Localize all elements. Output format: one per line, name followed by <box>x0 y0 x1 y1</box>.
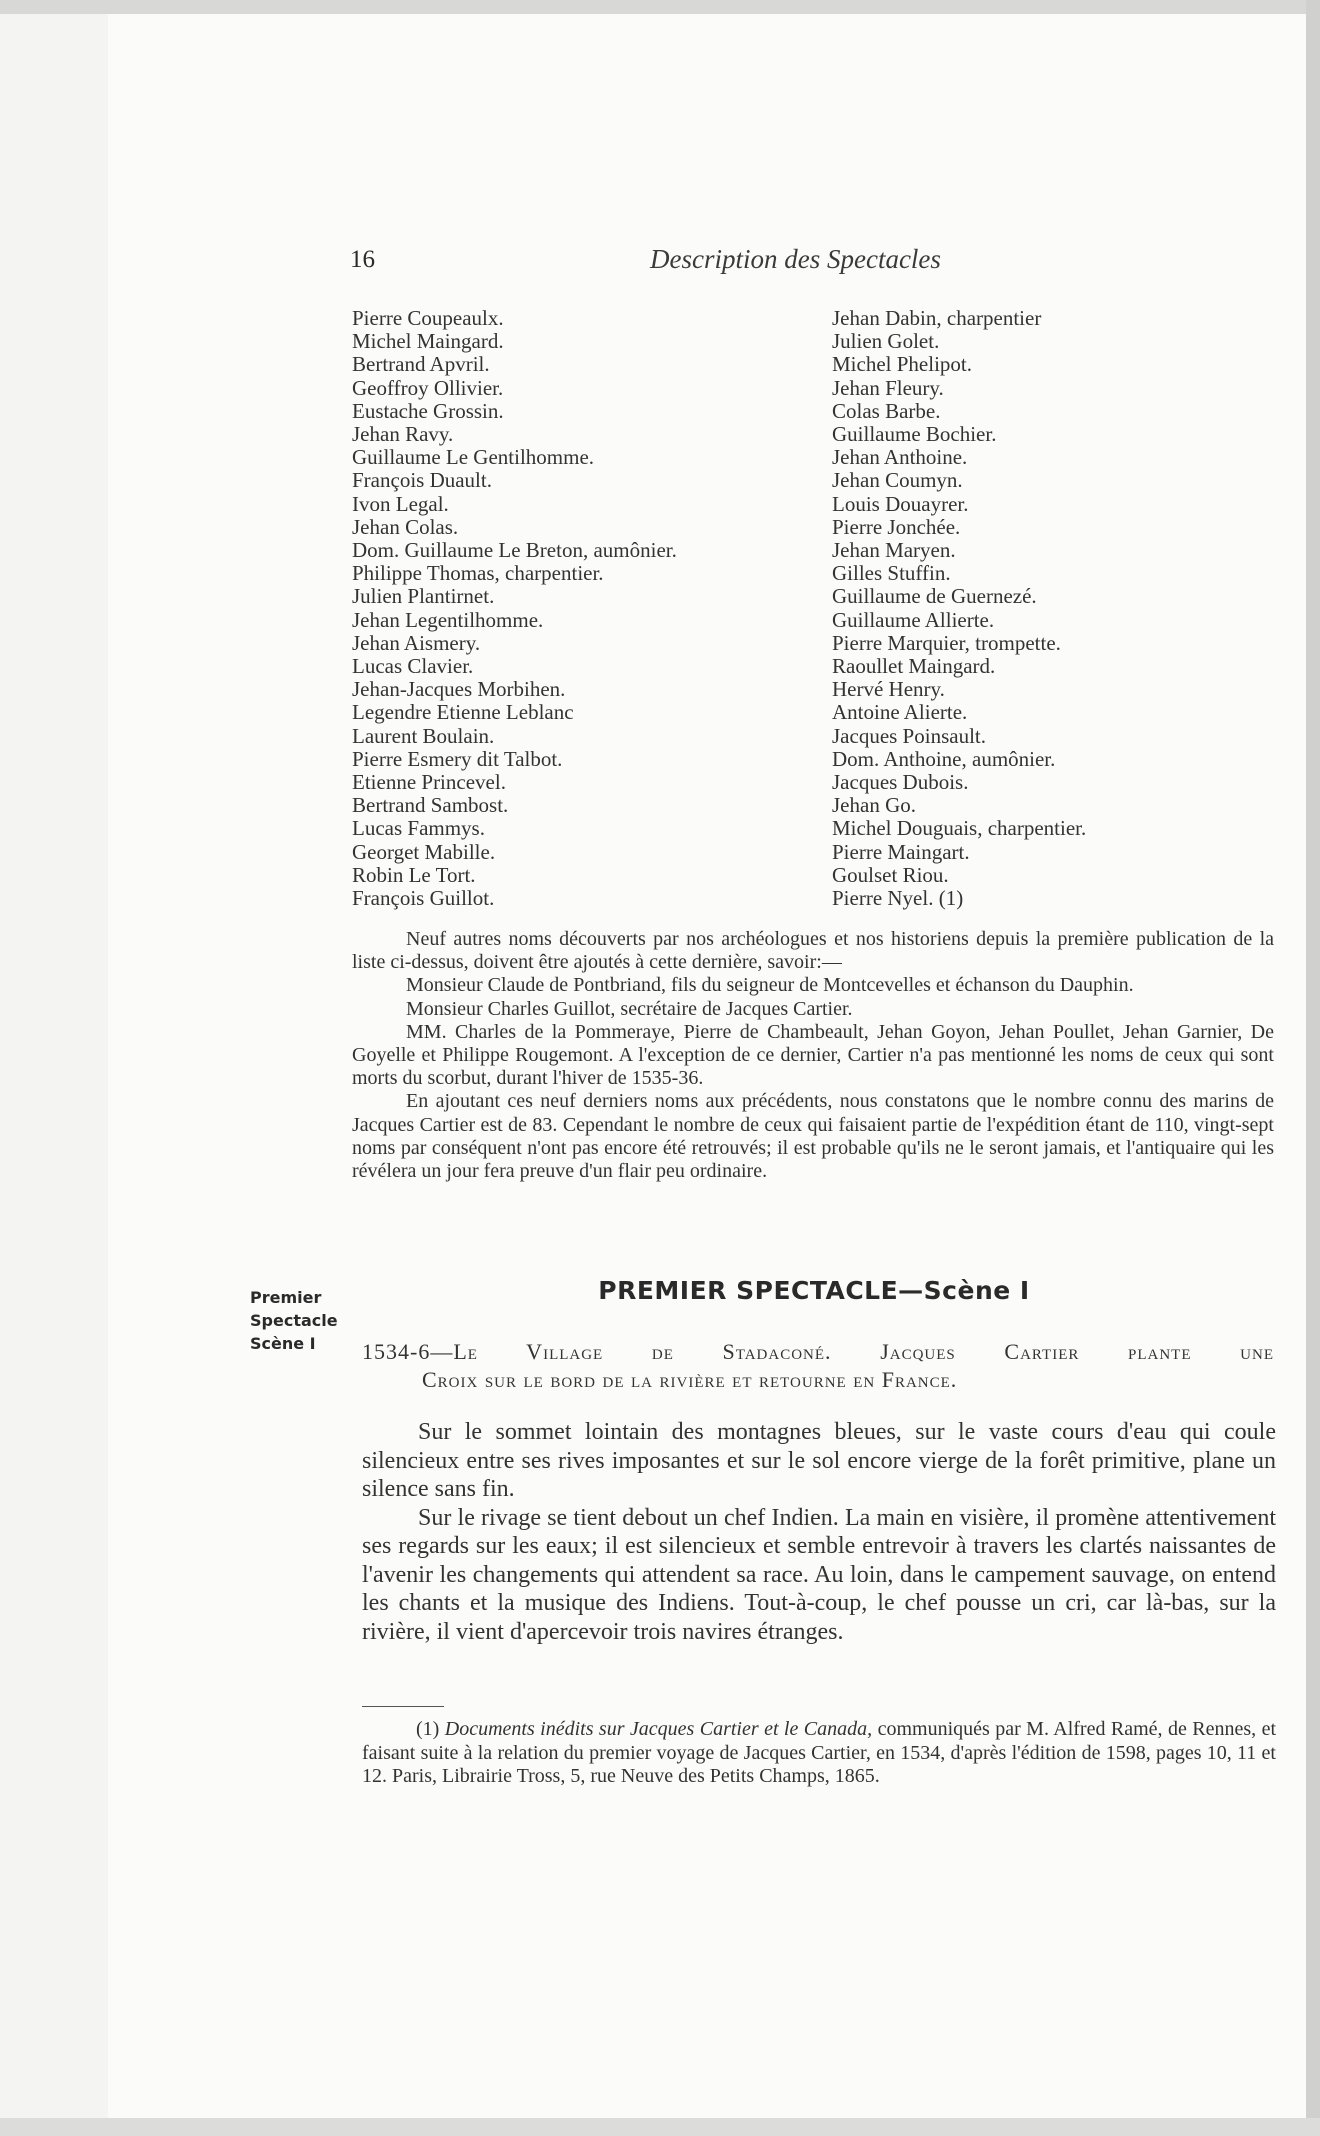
margin-note-line: Scène I <box>250 1334 316 1353</box>
list-item: Ivon Legal. <box>352 491 449 516</box>
list-item: Guillaume Bochier. <box>832 422 997 447</box>
list-item: Jacques Poinsault. <box>832 723 986 748</box>
running-head: Description des Spectacles <box>650 244 941 274</box>
footnote <box>362 1718 1276 1789</box>
list-item: Pierre Maingart. <box>832 839 970 864</box>
list-item: Geoffroy Ollivier. <box>352 375 504 400</box>
page-number: 16 <box>350 246 375 273</box>
list-item: Jehan Dabin, charpentier <box>832 306 1042 330</box>
list-item: Lucas Clavier. <box>352 654 474 679</box>
list-item: Philippe Thomas, charpentier. <box>352 561 604 586</box>
list-item: François Guillot. <box>352 886 495 911</box>
list-item: Hervé Henry. <box>832 677 945 702</box>
notes-paragraph: Neuf autres noms découverts par nos archéologues et nos historiens depuis la première publication de la liste ci-dessus, doivent être ajoutés à cette dernière, savoir:— <box>352 928 1274 974</box>
scene-subtitle-line: Croix sur le bord de la rivière et retourne en France. <box>422 1367 958 1392</box>
list-item: Pierre Esmery dit Talbot. <box>352 746 563 771</box>
list-item: Eustache Grossin. <box>352 398 504 423</box>
list-item: Jehan Go. <box>832 793 916 818</box>
list-item: Jacques Dubois. <box>832 770 969 795</box>
list-item: Jehan Anthoine. <box>832 445 968 470</box>
list-item: Pierre Coupeaulx. <box>352 306 504 330</box>
margin-note <box>250 1286 338 1355</box>
list-item: Georget Mabille. <box>352 839 496 864</box>
list-item: Jehan Legentilhomme. <box>352 607 544 632</box>
body-paragraph: Sur le rivage se tient debout un chef Indien. La main en visière, il promène attentivement ses regards sur les eaux; il est silencieux et semble entrevoir à travers les clartés naissantes de l'avenir les changements qui attendent sa race. Au loin, dans le campement sauvage, on entend les chants et la musique des Indiens. Tout-à-coup, le chef pousse un cri, car là-bas, sur la rivière, il vient d'apercevoir trois navires étranges. <box>362 1504 1276 1645</box>
margin-note-line: Spectacle <box>250 1311 338 1330</box>
notes-paragraph: MM. Charles de la Pommeraye, Pierre de Chambeault, Jehan Goyon, Jehan Poullet, Jehan Garnier, De Goyelle et Philippe Rougemont. A l'exception de ce dernier, Cartier n'a pas mentionné les noms de ceux qui sont morts du scorbut, durant l'hiver de 1535-36. <box>352 1020 1274 1090</box>
footnote-rule <box>362 1706 444 1707</box>
list-item: Raoullet Maingard. <box>832 654 996 679</box>
footnote-text: communiqués par M. Alfred Ramé, de Rennes, et faisant suite à la relation du premier voyage de Jacques Cartier, en 1534, d'après l'édition de 1598, pages 10, 11 et 12. Paris, Librairie Tross, 5, rue Neuve des Petits Champs, 1865. <box>362 1718 1277 1787</box>
scan-edge-bottom <box>0 2118 1320 2136</box>
names-list-left <box>352 307 677 910</box>
list-item: Pierre Marquier, trompette. <box>832 630 1061 655</box>
footnote-mark: (1) <box>416 1718 440 1740</box>
scene-body <box>362 1418 1276 1646</box>
list-item: Colas Barbe. <box>832 398 941 423</box>
list-item: Goulset Riou. <box>832 862 949 887</box>
list-item: Jehan Coumyn. <box>832 468 963 493</box>
scan-edge-top <box>0 0 1320 14</box>
list-item: Antoine Alierte. <box>832 700 968 725</box>
list-item: Michel Douguais, charpentier. <box>832 816 1087 841</box>
list-item: Dom. Guillaume Le Breton, aumônier. <box>352 538 677 563</box>
list-item: Guillaume de Guernezé. <box>832 584 1037 609</box>
list-item: Guillaume Le Gentilhomme. <box>352 445 595 470</box>
notes-paragraph: Monsieur Claude de Pontbriand, fils du seigneur de Montcevelles et échanson du Dauphin. <box>406 974 1134 997</box>
list-item: Guillaume Allierte. <box>832 607 995 632</box>
list-item: Gilles Stuffin. <box>832 561 951 586</box>
list-item: Bertrand Apvril. <box>352 352 490 377</box>
list-item: Jehan Ravy. <box>352 422 454 447</box>
footnote-paragraph <box>362 1718 1276 1789</box>
list-item: Michel Phelipot. <box>832 352 972 377</box>
body-paragraph: Sur le sommet lointain des montagnes bleues, sur le vaste cours d'eau qui coule silencieux entre ses rives imposantes et sur le sol encore vierge de la forêt primitive, plane un silence sans fin. <box>362 1419 1276 1502</box>
list-item: Bertrand Sambost. <box>352 793 509 818</box>
list-item: Dom. Anthoine, aumônier. <box>832 746 1056 771</box>
list-item: Pierre Nyel. (1) <box>832 886 964 911</box>
list-item: François Duault. <box>352 468 492 493</box>
list-item: Louis Douayrer. <box>832 491 969 516</box>
margin-note-line: Premier <box>250 1288 322 1307</box>
list-item: Jehan Maryen. <box>832 538 956 563</box>
list-item: Jehan Colas. <box>352 514 459 539</box>
list-item: Julien Golet. <box>832 329 940 354</box>
list-item: Laurent Boulain. <box>352 723 495 748</box>
scene-subtitle-line: 1534-6—Le Village de Stadaconé. Jacques Cartier plante une <box>362 1339 1274 1364</box>
notes-paragraph: En ajoutant ces neuf derniers noms aux précédents, nous constatons que le nombre connu des marins de Jacques Cartier est de 83. Cependant le nombre de ceux qui faisaient partie de l'expédition étant de 110, vingt-sept noms par conséquent n'ont pas encore été retrouvés; il est probable qu'ils ne le seront jamais, et l'antiquaire qui les révélera un jour fera preuve d'un flair peu ordinaire. <box>352 1090 1274 1183</box>
notes-paragraph: Monsieur Charles Guillot, secrétaire de Jacques Cartier. <box>406 997 853 1020</box>
list-item: Robin Le Tort. <box>352 862 476 887</box>
footnote-source-title: Documents inédits sur Jacques Cartier et le Canada, <box>444 1718 873 1740</box>
scene-title: PREMIER SPECTACLE—Scène I <box>598 1276 1030 1305</box>
additional-names-notes <box>352 928 1274 1183</box>
list-item: Lucas Fammys. <box>352 816 485 841</box>
scan-edge-right <box>1306 0 1320 2136</box>
list-item: Etienne Princevel. <box>352 770 506 795</box>
list-item: Jehan Aismery. <box>352 630 481 655</box>
list-item: Pierre Jonchée. <box>832 514 961 539</box>
list-item: Jehan-Jacques Morbihen. <box>352 677 566 702</box>
list-item: Jehan Fleury. <box>832 375 944 400</box>
scene-subtitle <box>362 1338 1274 1394</box>
names-list-right <box>832 307 1086 910</box>
list-item: Legendre Etienne Leblanc <box>352 700 574 725</box>
list-item: Michel Maingard. <box>352 329 504 354</box>
list-item: Julien Plantirnet. <box>352 584 495 609</box>
